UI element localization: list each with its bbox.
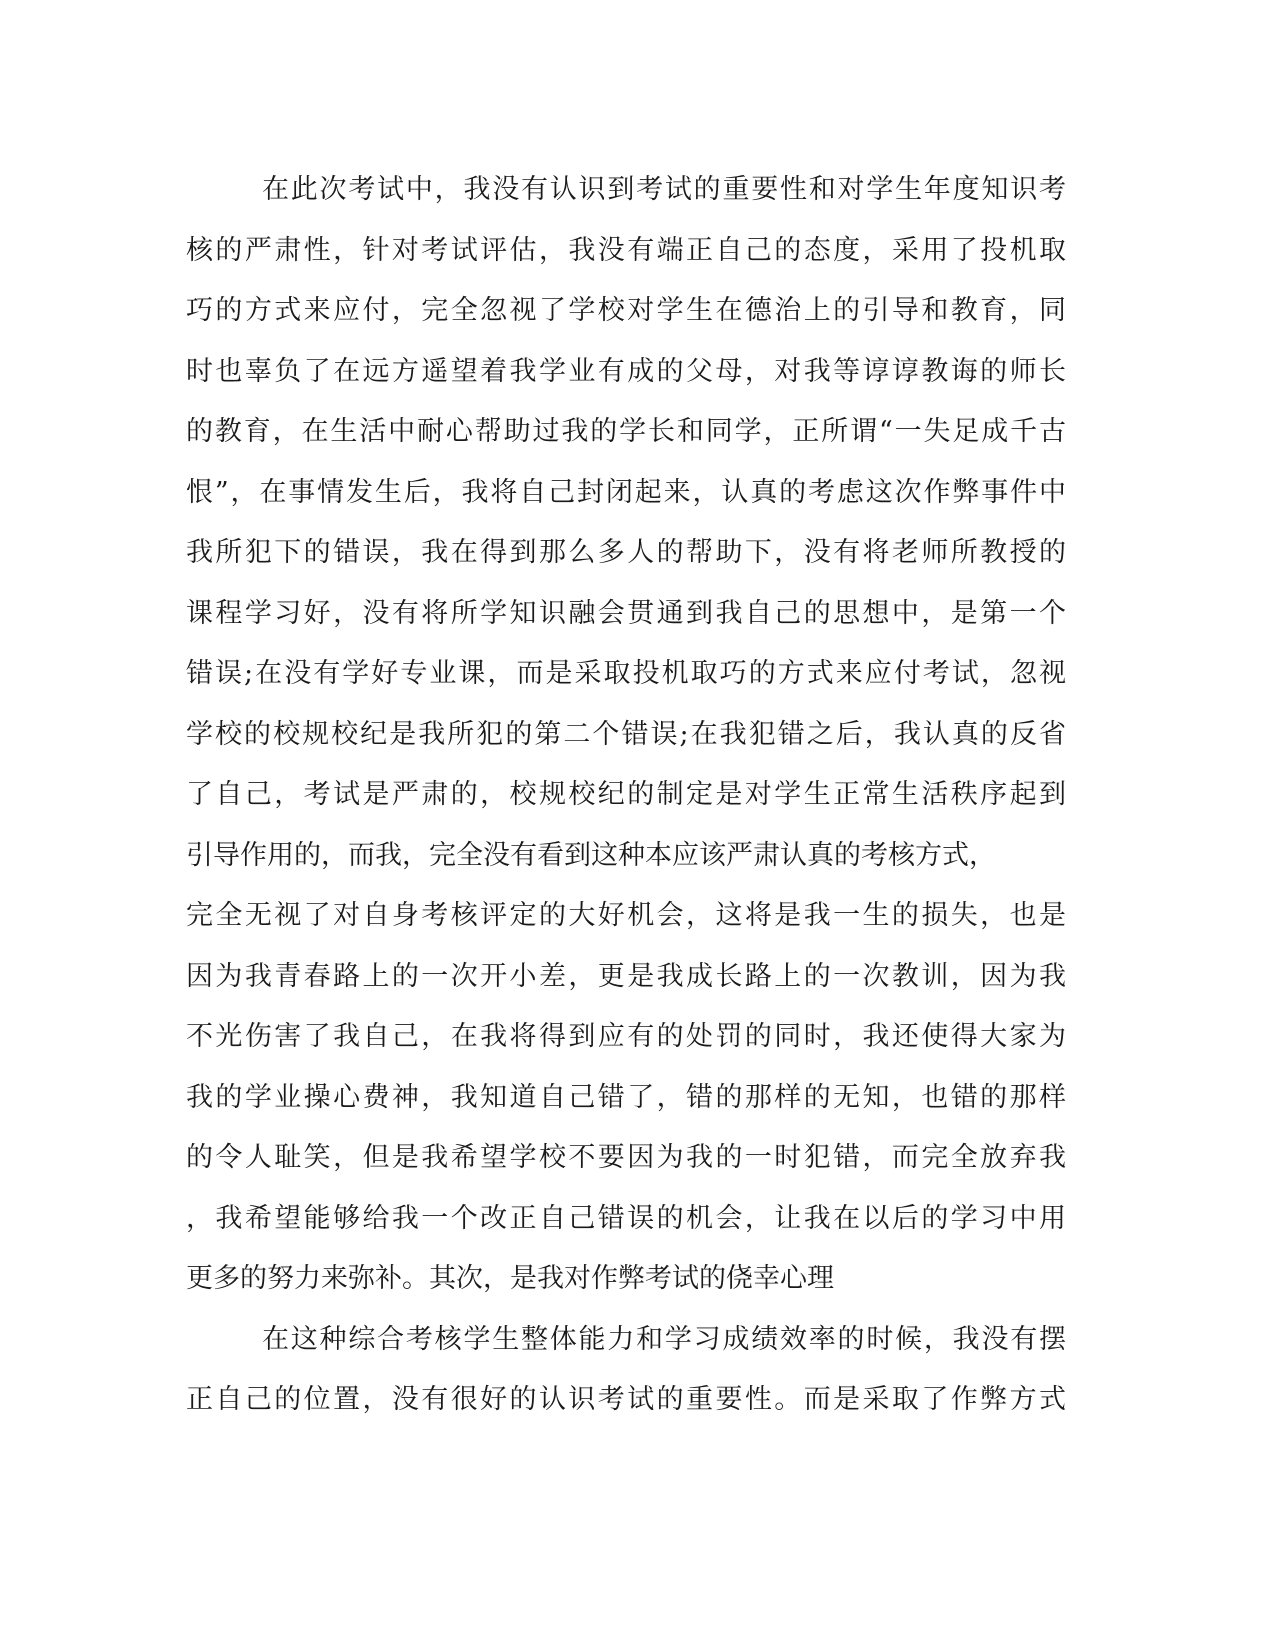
text-line: 的令人耻笑，但是我希望学校不要因为我的一时犯错，而完全放弃我 [186,1142,1066,1173]
text-line: 课程学习好，没有将所学知识融会贯通到我自己的思想中，是第一个 [186,597,1066,629]
text-line: ，我希望能够给我一个改正自己错误的机会，让我在以后的学习中用 [186,1202,1066,1234]
text-line: 巧的方式来应付，完全忽视了学校对学生在德治上的引导和教育，同 [186,295,1066,326]
text-line: 在这种综合考核学生整体能力和学习成绩效率的时候，我没有摆 [262,1323,1066,1355]
text-line: 了自己，考试是严肃的，校规校纪的制定是对学生正常生活秩序起到 [186,779,1066,810]
text-line: 恨”，在事情发生后，我将自己封闭起来，认真的考虑这次作弊事件中 [186,476,1066,508]
text-line: 核的严肃性，针对考试评估，我没有端正自己的态度，采用了投机取 [186,234,1066,266]
text-line: 我所犯下的错误，我在得到那么多人的帮助下，没有将老师所教授的 [186,537,1066,568]
text-line: 因为我青春路上的一次开小差，更是我成长路上的一次教训，因为我 [186,960,1066,992]
text-line: 不光伤害了我自己，在我将得到应有的处罚的同时，我还使得大家为 [186,1021,1066,1052]
text-line: 在此次考试中，我没有认识到考试的重要性和对学生年度知识考 [262,174,1066,205]
text-line: 的教育，在生活中耐心帮助过我的学长和同学，正所谓“一失足成千古 [186,416,1066,447]
body-text [186,160,1066,1431]
text-line: 完全无视了对自身考核评定的大好机会，这将是我一生的损失，也是 [186,900,1066,931]
text-line: 更多的努力来弥补。其次，是我对作弊考试的侥幸心理 [186,1263,834,1294]
text-line: 正自己的位置，没有很好的认识考试的重要性。而是采取了作弊方式 [186,1384,1066,1415]
text-line: 时也辜负了在远方遥望着我学业有成的父母，对我等谆谆教诲的师长 [186,355,1066,387]
text-line: 学校的校规校纪是我所犯的第二个错误;在我犯错之后，我认真的反省 [186,718,1066,750]
text-line: 我的学业操心费神，我知道自己错了，错的那样的无知，也错的那样 [186,1081,1066,1113]
text-line: 引导作用的，而我，完全没有看到这种本应该严肃认真的考核方式， [186,839,996,871]
text-line: 错误;在没有学好专业课，而是采取投机取巧的方式来应付考试，忽视 [186,658,1066,689]
